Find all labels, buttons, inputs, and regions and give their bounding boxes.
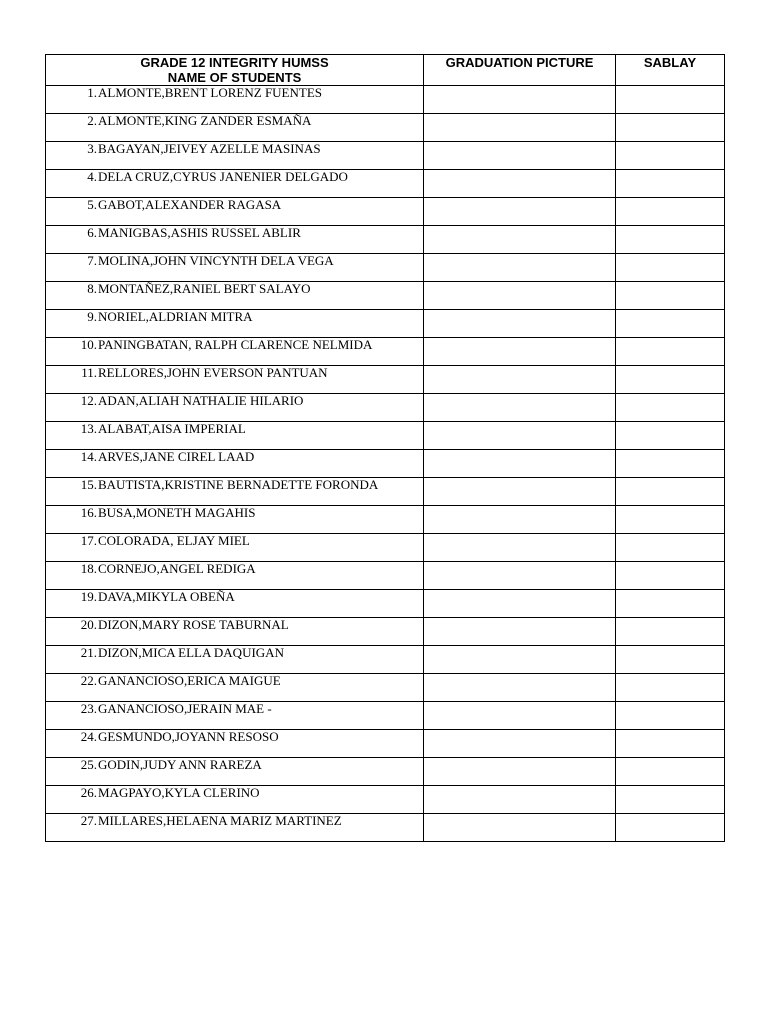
graduation-picture-cell[interactable]	[424, 310, 616, 338]
graduation-picture-cell[interactable]	[424, 506, 616, 534]
row-number: 12.	[80, 393, 97, 408]
table-row	[46, 562, 725, 590]
header-class-title: GRADE 12 INTEGRITY HUMSS	[140, 55, 329, 70]
student-name-cell	[46, 534, 424, 562]
student-name: BAUTISTA,KRISTINE BERNADETTE FORONDA	[98, 477, 379, 492]
graduation-picture-cell[interactable]	[424, 534, 616, 562]
sablay-cell[interactable]	[616, 702, 725, 730]
table-row	[46, 590, 725, 618]
header-name-column	[46, 55, 424, 86]
sablay-cell[interactable]	[616, 674, 725, 702]
student-name: COLORADA, ELJAY MIEL	[98, 533, 250, 548]
student-name-cell	[46, 142, 424, 170]
student-name-cell	[46, 366, 424, 394]
student-name: GANANCIOSO,JERAIN MAE -	[98, 701, 272, 716]
student-name: DAVA,MIKYLA OBEÑA	[98, 589, 235, 604]
sablay-cell[interactable]	[616, 226, 725, 254]
table-row	[46, 198, 725, 226]
graduation-picture-cell[interactable]	[424, 170, 616, 198]
student-name-cell	[46, 506, 424, 534]
table-row	[46, 310, 725, 338]
row-number: 20.	[80, 617, 97, 632]
student-name-cell	[46, 282, 424, 310]
sablay-cell[interactable]	[616, 114, 725, 142]
table-row	[46, 366, 725, 394]
graduation-picture-cell[interactable]	[424, 450, 616, 478]
student-name-cell	[46, 478, 424, 506]
table-row	[46, 282, 725, 310]
student-name-cell	[46, 786, 424, 814]
table-row	[46, 422, 725, 450]
row-number: 9.	[87, 309, 97, 324]
row-number: 15.	[80, 477, 97, 492]
sablay-cell[interactable]	[616, 198, 725, 226]
sablay-cell[interactable]	[616, 506, 725, 534]
row-number: 2.	[87, 113, 97, 128]
student-name-cell	[46, 422, 424, 450]
student-name-cell	[46, 86, 424, 114]
graduation-picture-cell[interactable]	[424, 366, 616, 394]
student-name: CORNEJO,ANGEL REDIGA	[98, 561, 256, 576]
row-number: 3.	[87, 141, 97, 156]
table-row	[46, 478, 725, 506]
table-row	[46, 450, 725, 478]
student-name-cell	[46, 338, 424, 366]
table-row	[46, 226, 725, 254]
student-name-cell	[46, 702, 424, 730]
graduation-picture-cell[interactable]	[424, 646, 616, 674]
header-row	[46, 55, 725, 86]
student-name: GODIN,JUDY ANN RAREZA	[98, 757, 262, 772]
table-row	[46, 170, 725, 198]
table-row	[46, 86, 725, 114]
row-number: 14.	[80, 449, 97, 464]
student-name: DIZON,MICA ELLA DAQUIGAN	[98, 645, 284, 660]
graduation-picture-cell[interactable]	[424, 786, 616, 814]
student-name: GABOT,ALEXANDER RAGASA	[98, 197, 282, 212]
row-number: 24.	[80, 729, 97, 744]
table-row	[46, 394, 725, 422]
student-name-cell	[46, 618, 424, 646]
graduation-picture-cell[interactable]	[424, 282, 616, 310]
student-name: BAGAYAN,JEIVEY AZELLE MASINAS	[98, 141, 321, 156]
graduation-picture-cell[interactable]	[424, 338, 616, 366]
table-row	[46, 618, 725, 646]
student-name-cell	[46, 226, 424, 254]
student-name: ALMONTE,KING ZANDER ESMAÑA	[98, 113, 312, 128]
header-graduation-picture: GRADUATION PICTURE	[424, 55, 616, 86]
student-name: MOLINA,JOHN VINCYNTH DELA VEGA	[98, 253, 334, 268]
student-name: GANANCIOSO,ERICA MAIGUE	[98, 673, 281, 688]
row-number: 11.	[81, 365, 97, 380]
table-row	[46, 730, 725, 758]
sablay-cell[interactable]	[616, 758, 725, 786]
sablay-cell[interactable]	[616, 86, 725, 114]
student-name-cell	[46, 450, 424, 478]
student-name-cell	[46, 758, 424, 786]
sablay-cell[interactable]	[616, 338, 725, 366]
graduation-picture-cell[interactable]	[424, 86, 616, 114]
sablay-cell[interactable]	[616, 142, 725, 170]
student-name: DIZON,MARY ROSE TABURNAL	[98, 617, 289, 632]
student-name-cell	[46, 198, 424, 226]
row-number: 10.	[80, 337, 97, 352]
student-name-cell	[46, 646, 424, 674]
table-row	[46, 702, 725, 730]
sablay-cell[interactable]	[616, 450, 725, 478]
table-row	[46, 786, 725, 814]
graduation-picture-cell[interactable]	[424, 758, 616, 786]
sablay-cell[interactable]	[616, 366, 725, 394]
sablay-cell[interactable]	[616, 590, 725, 618]
student-name-cell	[46, 590, 424, 618]
graduation-picture-cell[interactable]	[424, 590, 616, 618]
graduation-picture-cell[interactable]	[424, 226, 616, 254]
header-sablay: SABLAY	[616, 55, 725, 86]
sablay-cell[interactable]	[616, 394, 725, 422]
student-name: BUSA,MONETH MAGAHIS	[98, 505, 256, 520]
table-row	[46, 338, 725, 366]
graduation-picture-cell[interactable]	[424, 114, 616, 142]
student-name-cell	[46, 674, 424, 702]
header-name-label: NAME OF STUDENTS	[167, 70, 302, 85]
sablay-cell[interactable]	[616, 310, 725, 338]
row-number: 16.	[80, 505, 97, 520]
row-number: 23.	[80, 701, 97, 716]
sablay-cell[interactable]	[616, 534, 725, 562]
row-number: 26.	[80, 785, 97, 800]
row-number: 27.	[80, 813, 97, 828]
student-name: RELLORES,JOHN EVERSON PANTUAN	[98, 365, 328, 380]
sablay-cell[interactable]	[616, 422, 725, 450]
table-row	[46, 506, 725, 534]
student-name-cell	[46, 394, 424, 422]
student-name: PANINGBATAN, RALPH CLARENCE NELMIDA	[98, 337, 373, 352]
sablay-cell[interactable]	[616, 254, 725, 282]
student-name: GESMUNDO,JOYANN RESOSO	[98, 729, 279, 744]
graduation-picture-cell[interactable]	[424, 730, 616, 758]
student-name-cell	[46, 310, 424, 338]
student-name-cell	[46, 814, 424, 842]
table-row	[46, 758, 725, 786]
graduation-picture-cell[interactable]	[424, 478, 616, 506]
graduation-picture-cell[interactable]	[424, 394, 616, 422]
table-row	[46, 534, 725, 562]
sablay-cell[interactable]	[616, 730, 725, 758]
student-name: MANIGBAS,ASHIS RUSSEL ABLIR	[98, 225, 301, 240]
student-name: NORIEL,ALDRIAN MITRA	[98, 309, 253, 324]
row-number: 4.	[87, 169, 97, 184]
table-row	[46, 674, 725, 702]
row-number: 21.	[80, 645, 97, 660]
sablay-cell[interactable]	[616, 786, 725, 814]
graduation-picture-cell[interactable]	[424, 198, 616, 226]
graduation-picture-cell[interactable]	[424, 618, 616, 646]
row-number: 1.	[87, 85, 97, 100]
student-name: ALABAT,AISA IMPERIAL	[98, 421, 246, 436]
student-name-cell	[46, 730, 424, 758]
sablay-cell[interactable]	[616, 478, 725, 506]
sablay-cell[interactable]	[616, 618, 725, 646]
graduation-picture-cell[interactable]	[424, 254, 616, 282]
graduation-picture-cell[interactable]	[424, 142, 616, 170]
graduation-picture-cell[interactable]	[424, 702, 616, 730]
sablay-cell[interactable]	[616, 170, 725, 198]
row-number: 22.	[80, 673, 97, 688]
table-row	[46, 114, 725, 142]
graduation-picture-cell[interactable]	[424, 562, 616, 590]
table-row	[46, 254, 725, 282]
graduation-picture-cell[interactable]	[424, 422, 616, 450]
row-number: 18.	[80, 561, 97, 576]
student-name-cell	[46, 562, 424, 590]
student-name: MONTAÑEZ,RANIEL BERT SALAYO	[98, 281, 311, 296]
sablay-cell[interactable]	[616, 814, 725, 842]
table-row	[46, 142, 725, 170]
sablay-cell[interactable]	[616, 282, 725, 310]
student-name-cell	[46, 170, 424, 198]
sablay-cell[interactable]	[616, 562, 725, 590]
row-number: 17.	[80, 533, 97, 548]
row-number: 13.	[80, 421, 97, 436]
table-row	[46, 814, 725, 842]
student-name: ARVES,JANE CIREL LAAD	[98, 449, 255, 464]
student-name-cell	[46, 114, 424, 142]
sablay-cell[interactable]	[616, 646, 725, 674]
graduation-picture-cell[interactable]	[424, 814, 616, 842]
graduation-picture-cell[interactable]	[424, 674, 616, 702]
student-name-cell	[46, 254, 424, 282]
row-number: 19.	[80, 589, 97, 604]
student-name: ADAN,ALIAH NATHALIE HILARIO	[98, 393, 304, 408]
student-name: MILLARES,HELAENA MARIZ MARTINEZ	[98, 813, 342, 828]
student-table	[45, 54, 725, 842]
row-number: 6.	[87, 225, 97, 240]
table-row	[46, 646, 725, 674]
row-number: 5.	[87, 197, 97, 212]
student-name: MAGPAYO,KYLA CLERINO	[98, 785, 260, 800]
student-name: DELA CRUZ,CYRUS JANENIER DELGADO	[98, 169, 348, 184]
row-number: 25.	[80, 757, 97, 772]
row-number: 8.	[87, 281, 97, 296]
row-number: 7.	[87, 253, 97, 268]
student-name: ALMONTE,BRENT LORENZ FUENTES	[98, 85, 323, 100]
